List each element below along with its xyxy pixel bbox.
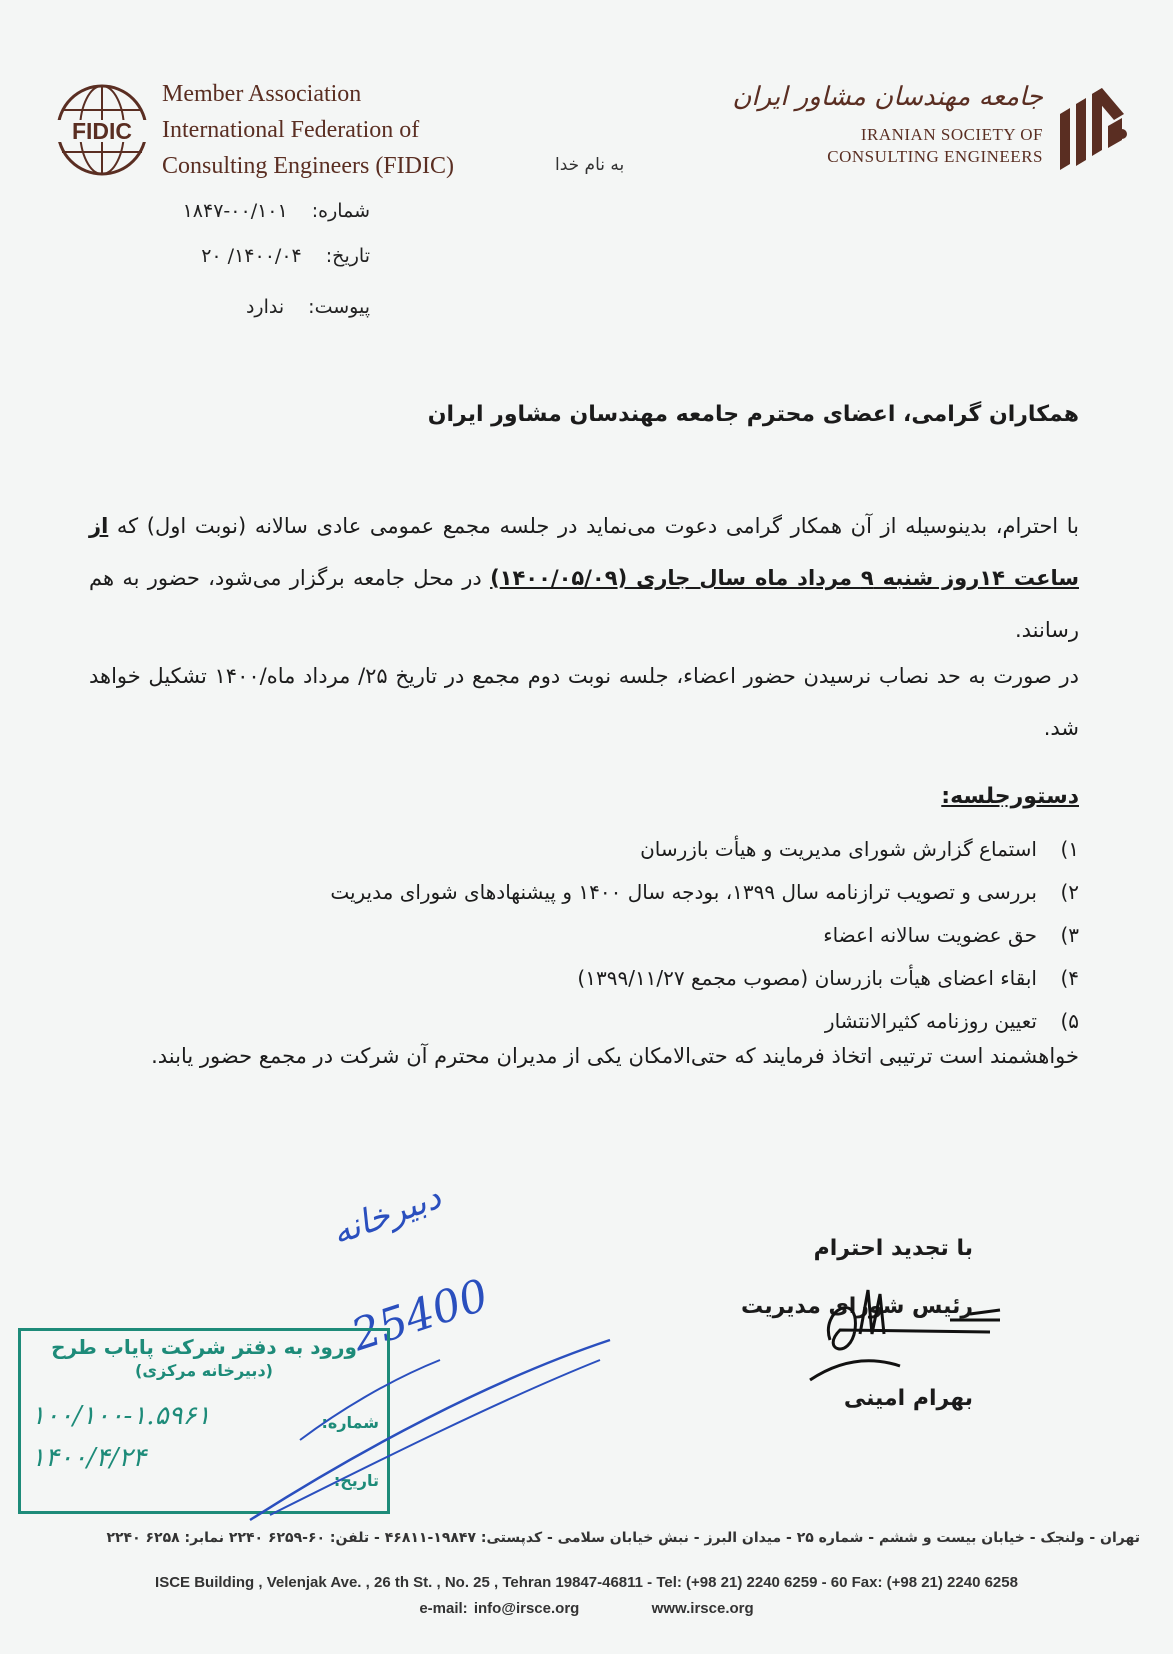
fidic-line-3: Consulting Engineers (FIDIC) [162,153,454,179]
letter-number [100,200,370,222]
attach-value: ندارد [245,296,285,318]
signer-name: بهرام امینی [843,1386,973,1411]
pen-strokes [240,1300,620,1530]
agenda-text: حق عضویت سالانه اعضاء [823,923,1037,947]
footer-contact [0,1600,1173,1617]
handwritten-number: 25400 [345,1269,495,1362]
footer-website[interactable]: www.irsce.org [651,1600,754,1617]
paragraph-invitation [89,500,1079,656]
closing-regards: با تجدید احترام [813,1236,973,1261]
agenda-num: ۵) [1060,1009,1079,1033]
stamp-subtitle: (دبیرخانه مرکزی) [135,1361,273,1380]
fidic-line-2: International Federation of [162,117,420,143]
agenda-item [330,914,1079,957]
agenda-num: ۲) [1060,880,1079,904]
isce-name-en [827,124,1043,168]
agenda-title: دستورجلسه: [941,784,1079,809]
agenda-num: ۱) [1060,837,1079,861]
paragraph-second-session: در صورت به حد نصاب نرسیدن حضور اعضاء، جلسه نوبت دوم مجمع در تاریخ ۲۵/ مرداد ماه/۱۴۰۰ تشکیل خواهد شد. [89,664,1079,740]
date-value: ۱۴۰۰/۰۴/ ۲۰ [201,245,302,267]
stamp-title: ورود به دفتر شرکت پایاب طرح [51,1335,357,1359]
footer-address-fa: تهران - ولنجک - خیابان بیست و ششم - شماره ۲۵ - میدان البرز - نبش خیابان سلامی - کدپستی: ۱۹۸۴۷-۴۶۸۱۱ - تلفن: ۶۰-۶۲۵۹ ۲۲۴۰ نمابر: ۶۲۵۸ ۲۲۴۰ [106,1530,1140,1546]
agenda-num: ۴) [1060,966,1079,990]
isce-en-line-1: IRANIAN SOCIETY OF [860,125,1043,144]
closing-title: رئیس شورای مدیریت [741,1294,973,1319]
handwritten-note: دبیرخانه [326,1176,447,1254]
agenda-text: استماع گزارش شورای مدیریت و هیأت بازرسان [640,837,1037,861]
fidic-caption [162,76,454,184]
agenda-item [330,828,1079,871]
letter-attachment [100,296,370,318]
stamp-date-label: تاریخ: [333,1471,379,1490]
isce-logo [1058,84,1128,170]
invitation-text-2: در محل جامعه برگزار می‌شود، حضور به هم رسانند. [89,566,1079,642]
agenda-item [330,957,1079,1000]
letter-date [100,245,370,267]
agenda-text: تعیین روزنامه کثیرالانتشار [824,1009,1037,1033]
isce-en-line-2: CONSULTING ENGINEERS [827,147,1043,166]
isce-name-fa: جامعه مهندسان مشاور ایران [732,82,1043,112]
fidic-line-1: Member Association [162,81,362,107]
footer-address-en: ISCE Building , Velenjak Ave. , 26 th St. , No. 25 , Tehran 19847-46811 - Tel: (+98 21) 2240 6259 - 60 Fax: (+98 21) 2240 6258 [155,1574,1018,1591]
date-label: تاریخ: [325,245,370,267]
invitation-datetime: از ساعت ۱۴روز شنبه ۹ مرداد ماه سال جاری (۱۴۰۰/۰۵/۰۹) [89,514,1079,590]
invitation-text-1: با احترام، بدینوسیله از آن همکار گرامی دعوت می‌نماید در جلسه مجمع عمومی عادی سالانه (نوبت اول) که [116,514,1079,538]
bename-heading: به نام خدا [555,155,625,175]
agenda-item [330,871,1079,914]
agenda-text: بررسی و تصویب ترازنامه سال ۱۳۹۹، بودجه سال ۱۴۰۰ و پیشنهادهای شورای مدیریت [330,880,1037,904]
stamp-date-value: ۱۴۰۰/۴/۲۴ [31,1443,147,1473]
number-label: شماره: [311,200,370,222]
stamp-number-value: ۱۰۰/۱۰۰-۱.۵۹۶۱ [31,1401,211,1431]
agenda-list [330,828,1079,1043]
stamp-number-label: شماره: [321,1413,379,1432]
agenda-text: ابقاء اعضای هیأت بازرسان (مصوب مجمع ۱۳۹۹/۱۱/۲۷) [577,966,1037,990]
attach-label: پیوست: [308,296,370,318]
footer-email[interactable]: e-mail: info@irsce.org [419,1600,580,1617]
salutation: همکاران گرامی، اعضای محترم جامعه مهندسان مشاور ایران [427,402,1079,427]
number-value: ۰۰/۱۰۱-۱۸۴۷ [182,200,288,222]
signature [800,1270,1040,1400]
agenda-num: ۳) [1060,923,1079,947]
fidic-logo-text: FIDIC [71,118,133,144]
paragraph-request: خواهشمند است ترتیبی اتخاذ فرمایند که حتی‌الامکان یکی از مدیران محترم آن شرکت در مجمع حضور یابند. [151,1044,1079,1068]
fidic-logo [52,80,152,180]
